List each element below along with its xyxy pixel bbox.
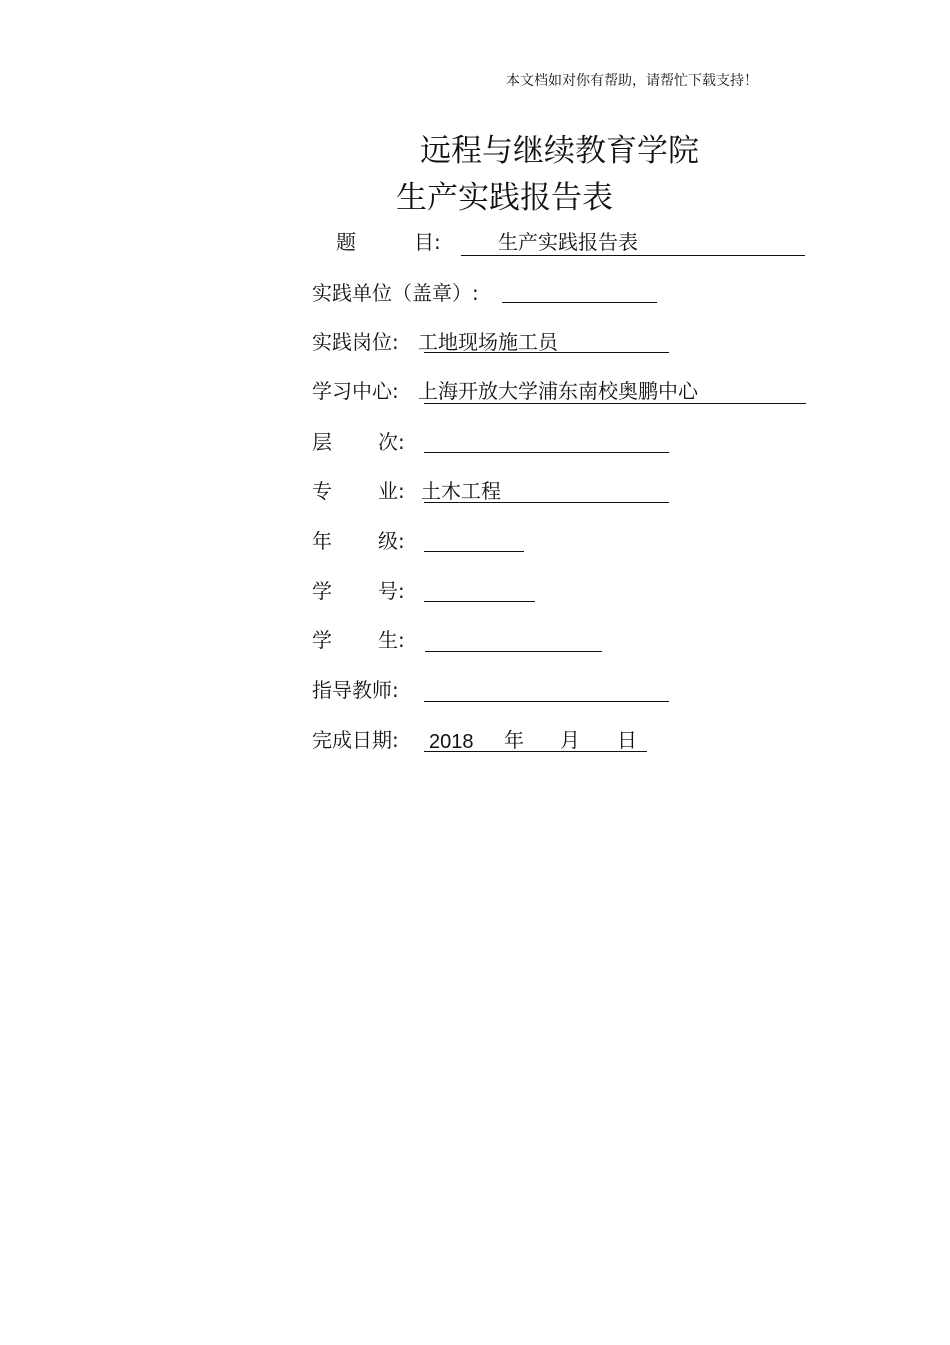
unit-label: 实践单位（盖章）: [312,281,479,305]
student-no-underline [424,601,535,602]
date-day-unit: 日 [617,728,637,752]
institution-title: 远程与继续教育学院 [420,133,699,169]
center-underline [424,403,806,404]
advisor-underline [424,701,669,702]
grade-label-a: 年 [312,529,332,553]
post-label: 实践岗位: [312,330,399,354]
center-value[interactable]: 上海开放大学浦东南校奥鹏中心 [418,379,698,403]
date-underline [424,751,647,752]
topic-label-a: 题 [336,230,356,254]
grade-underline [424,551,524,552]
topic-label-b: 目: [414,230,441,254]
unit-underline [502,302,657,303]
level-underline [424,452,669,453]
center-label: 学习中心: [312,379,399,403]
grade-label-b: 级: [378,529,405,553]
major-label-a: 专 [312,479,332,503]
student-underline [425,651,602,652]
student-label-a: 学 [312,628,332,652]
major-label-b: 业: [378,479,405,503]
post-value[interactable]: 工地现场施工员 [418,330,558,354]
date-month-unit: 月 [560,728,580,752]
post-underline [424,352,669,353]
date-year[interactable]: 2018 [429,731,474,753]
major-value[interactable]: 土木工程 [421,479,501,503]
date-year-unit: 年 [504,728,524,752]
topic-value[interactable]: 生产实践报告表 [498,230,638,254]
header-note: 本文档如对你有帮助，请帮忙下载支持！ [506,73,758,89]
topic-underline [461,255,805,256]
level-label-a: 层 [312,430,332,454]
student-no-label-a: 学 [312,579,332,603]
advisor-label: 指导教师: [312,678,399,702]
major-underline [424,502,669,503]
date-label: 完成日期: [312,728,399,752]
student-label-b: 生: [378,628,405,652]
level-label-b: 次: [378,430,405,454]
student-no-label-b: 号: [378,579,405,603]
form-title: 生产实践报告表 [396,180,613,216]
